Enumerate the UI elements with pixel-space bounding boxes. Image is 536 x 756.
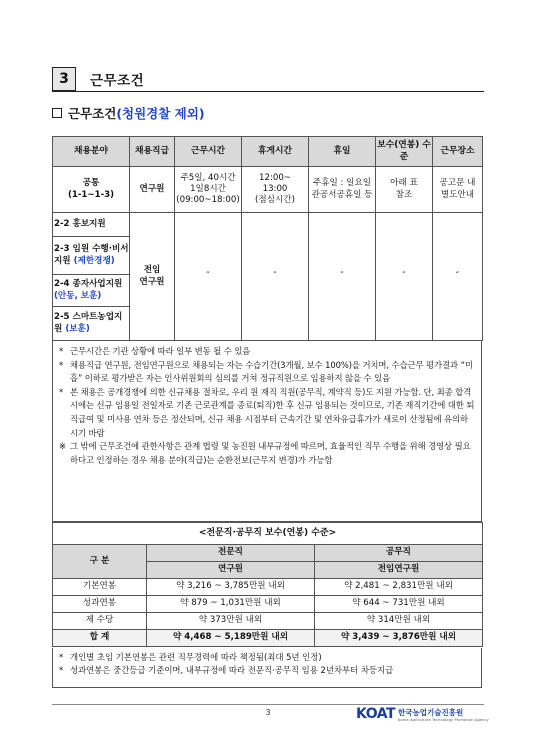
conditions-notes [52,340,482,522]
footer-divider [52,704,484,705]
pay-cell: 아래 표 참조 [376,167,433,213]
logo-english: Korea Agriculture Technology Promotion Agency [398,717,489,722]
subsection-highlight: (청원경찰 제외) [116,106,205,121]
field-2-4: 2-4 종자사업지원 (안동, 보훈) [53,275,130,307]
section-header [52,66,484,92]
checkbox-square-icon [52,108,62,118]
field-2-5: 2-5 스마트농업지원 (보훈) [53,307,130,341]
list-item: * 성과연봉은 중간등급 기준이며, 내부규정에 따라 전문직·공무직 임용 2년차부터 차등지급 [59,665,394,676]
subsection-prefix: 근무조건 [68,106,117,121]
logo-mark: KOAT [356,706,396,722]
field-2-2: 2-2 홍보지원 [53,213,130,237]
table-row [53,213,483,237]
header-holiday: 휴일 [309,137,376,167]
list-item: ※ 그 밖에 근무조건에 관한사항은 관계 법령 및 농진원 내부규정에 따르며, 효율적인 직무 수행을 위해 경영상 필요하다고 인정하는 경우 채용 분야(직급)는 순환전보(근무지 변경)가 가능함 [59,441,471,465]
group2-header: 공무직 [315,545,483,562]
break-cell: 12:00~ 13:00 (점심시간) [242,167,309,213]
table-row [53,167,483,213]
header-field: 채용분야 [53,137,130,167]
header-grade: 채용직급 [130,137,175,167]
place-cell: 공고문 내 별도안내 [433,167,483,213]
work-conditions-table [52,136,483,341]
ditto-holiday: ″ [309,213,376,341]
pay-notes [52,648,482,688]
group1-header: 전문직 [147,545,315,562]
header-place: 근무장소 [433,137,483,167]
page-number: 3 [265,708,271,717]
subsection-title [52,104,205,122]
holiday-cell: 주휴일 : 일요일 관공서공휴일 등 [309,167,376,213]
list-item: * 채용직급 연구원, 전임연구원으로 채용되는 자는 수습기간(3개월, 보수 100%)을 거치며, 수습근무 평가결과 “미흡” 이하로 평가받은 자는 인사위원회의 심의를 거쳐 정규직원으로 임용하지 않을 수 있음 [59,359,473,384]
pay-table-header-row [53,545,483,562]
ditto-pay: ″ [376,213,433,341]
list-item: * 근무시간은 기관 상황에 따라 일부 변동 될 수 있음 [59,346,251,356]
section-number: 3 [52,67,76,91]
pay-table [52,522,483,647]
section-title: 근무조건 [90,72,145,89]
hours-cell: 주5일, 40시간 1일8시간 (09:00~18:00) [175,167,242,213]
pay-table-caption: <전문직·공무직 보수(연봉) 수준> [53,523,483,545]
total-row: 합 계 약 4,468 ~ 5,189만원 내외 약 3,439 ~ 3,876만원 내외 [53,630,483,647]
header-pay: 보수(연봉) 수준 [376,137,433,167]
pay-table-caption-row [53,523,483,545]
grade-cell: 연구원 [130,167,175,213]
group2-subheader: 전임연구원 [315,562,483,579]
table-header-row [53,137,483,167]
logo-korean: 한국농업기술진흥원 [398,707,464,717]
koat-logo [356,706,489,722]
category-header: 구 분 [53,545,147,579]
ditto-place: ″ [433,213,483,341]
ditto-break: ″ [242,213,309,341]
header-hours: 근무시간 [175,137,242,167]
ditto-hours: ″ [175,213,242,341]
field-2-3: 2-3 임원 수행·비서 지원 (제한경쟁) [53,237,130,275]
table-row: 제 수당 약 373만원 내외 약 314만원 내외 [53,613,483,630]
grade-group-cell: 전임 연구원 [130,213,175,341]
group1-subheader: 연구원 [147,562,315,579]
header-break: 휴게시간 [242,137,309,167]
table-row: 성과연봉 약 879 ~ 1,031만원 내외 약 644 ~ 731만원 내외 [53,596,483,613]
field-common: 공통 (1-1~1-3) [53,167,130,213]
list-item: * 본 채용은 공개경쟁에 의한 신규채용 절차로, 우리 원 재직 직원(공무직, 계약직 등)도 지원 가능함. 단, 최종 합격 시에는 신규 임용일 전일자로 기존 근로관계를 종료(퇴직)한 후 신규 임용되는 것이므로, 기존 재직기간에 대한 퇴직급여 및 미사용 연차 등은 정산되며, 신규 채용 시점부터 근속기간 및 연차유급휴가가 새로이 산정됨에 유의하시기 바람 [59,386,475,438]
table-row: 기본연봉 약 3,216 ~ 3,785만원 내외 약 2,481 ~ 2,831만원 내외 [53,579,483,596]
list-item: * 개인별 초임 기본연봉은 관련 직무경력에 따라 책정됨(최대 5년 인정) [59,652,322,662]
